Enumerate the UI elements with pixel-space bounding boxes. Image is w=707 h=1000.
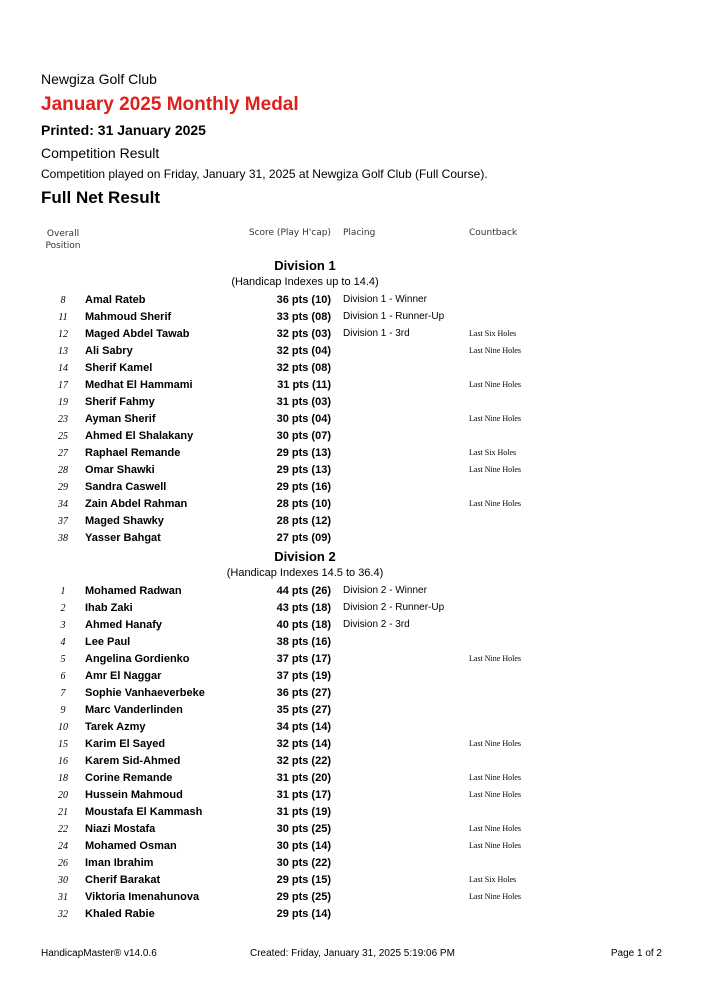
player-score: 32 pts (08)	[276, 362, 331, 374]
result-row	[0, 855, 707, 872]
result-row	[0, 496, 707, 513]
placing-label: Division 1 - Winner	[343, 294, 427, 305]
countback-label: Last Nine Holes	[469, 465, 521, 474]
club-name: Newgiza Golf Club	[41, 71, 157, 87]
player-name: Cherif Barakat	[85, 874, 161, 886]
countback-label: Last Nine Holes	[469, 654, 521, 663]
result-row	[0, 821, 707, 838]
player-name: Raphael Remande	[85, 447, 181, 459]
division-subtitle: (Handicap Indexes up to 14.4)	[231, 276, 379, 288]
placing-label: Division 2 - 3rd	[343, 619, 410, 630]
player-score: 43 pts (18)	[276, 602, 331, 614]
result-row	[0, 479, 707, 496]
result-row	[0, 702, 707, 719]
overall-position: 24	[58, 841, 68, 852]
overall-position: 7	[60, 688, 66, 699]
player-score: 30 pts (25)	[276, 823, 331, 835]
overall-position: 2	[60, 603, 66, 614]
player-name: Hussein Mahmoud	[85, 789, 183, 801]
result-row	[0, 513, 707, 530]
player-name: Zain Abdel Rahman	[85, 498, 188, 510]
overall-position: 28	[58, 465, 68, 476]
overall-position: 6	[60, 671, 66, 682]
result-row	[0, 906, 707, 923]
overall-position: 27	[58, 448, 68, 459]
result-row	[0, 634, 707, 651]
result-row	[0, 411, 707, 428]
overall-position: 3	[60, 620, 66, 631]
overall-position: 10	[58, 722, 68, 733]
player-score: 32 pts (22)	[276, 755, 331, 767]
player-score: 30 pts (14)	[276, 840, 331, 852]
result-row	[0, 804, 707, 821]
player-name: Amal Rateb	[85, 294, 146, 306]
player-name: Corine Remande	[85, 772, 173, 784]
result-row	[0, 326, 707, 343]
player-name: Sherif Kamel	[85, 362, 153, 374]
player-score: 34 pts (14)	[276, 721, 331, 733]
player-name: Yasser Bahgat	[85, 532, 161, 544]
competition-title: January 2025 Monthly Medal	[41, 94, 299, 115]
division-title: Division 2	[274, 549, 336, 564]
player-score: 29 pts (15)	[276, 874, 331, 886]
overall-position: 4	[60, 637, 66, 648]
countback-label: Last Nine Holes	[469, 892, 521, 901]
player-score: 40 pts (18)	[276, 619, 331, 631]
result-row	[0, 583, 707, 600]
player-score: 35 pts (27)	[276, 704, 331, 716]
result-row	[0, 787, 707, 804]
result-row	[0, 428, 707, 445]
player-score: 28 pts (12)	[276, 515, 331, 527]
result-row	[0, 462, 707, 479]
player-name: Niazi Mostafa	[85, 823, 156, 835]
player-score: 30 pts (04)	[276, 413, 331, 425]
overall-position: 23	[58, 414, 68, 425]
column-header-position-line1: Overall	[46, 229, 80, 239]
countback-label: Last Six Holes	[469, 329, 517, 338]
player-name: Sophie Vanhaeverbeke	[85, 687, 205, 699]
player-name: Moustafa El Kammash	[85, 806, 203, 818]
player-score: 31 pts (17)	[276, 789, 331, 801]
result-row	[0, 343, 707, 360]
division-title: Division 1	[274, 258, 336, 273]
overall-position: 29	[58, 482, 68, 493]
player-name: Angelina Gordienko	[85, 653, 190, 665]
result-row	[0, 889, 707, 906]
countback-label: Last Nine Holes	[469, 414, 521, 423]
overall-position: 12	[58, 329, 68, 340]
player-name: Maged Abdel Tawab	[85, 328, 190, 340]
player-name: Viktoria Imenahunova	[85, 891, 200, 903]
player-name: Medhat El Hammami	[85, 379, 193, 391]
overall-position: 1	[60, 586, 66, 597]
footer-software: HandicapMaster® v14.0.6	[41, 948, 157, 959]
player-name: Mahmoud Sherif	[85, 311, 172, 323]
player-score: 31 pts (20)	[276, 772, 331, 784]
placing-label: Division 1 - 3rd	[343, 328, 410, 339]
result-row	[0, 617, 707, 634]
countback-label: Last Nine Holes	[469, 346, 521, 355]
column-header-placing: Placing	[343, 228, 376, 238]
player-name: Iman Ibrahim	[85, 857, 154, 869]
player-score: 32 pts (14)	[276, 738, 331, 750]
countback-label: Last Six Holes	[469, 448, 517, 457]
overall-position: 13	[58, 346, 68, 357]
player-score: 31 pts (19)	[276, 806, 331, 818]
result-row	[0, 445, 707, 462]
player-name: Ahmed El Shalakany	[85, 430, 194, 442]
player-score: 33 pts (08)	[276, 311, 331, 323]
competition-description: Competition played on Friday, January 31, 2025 at Newgiza Golf Club (Full Course).	[41, 167, 488, 181]
overall-position: 19	[58, 397, 68, 408]
countback-label: Last Nine Holes	[469, 499, 521, 508]
overall-position: 9	[60, 705, 66, 716]
player-score: 27 pts (09)	[276, 532, 331, 544]
overall-position: 8	[60, 295, 66, 306]
overall-position: 22	[58, 824, 68, 835]
overall-position: 30	[58, 875, 68, 886]
countback-label: Last Nine Holes	[469, 841, 521, 850]
player-score: 36 pts (27)	[276, 687, 331, 699]
player-score: 28 pts (10)	[276, 498, 331, 510]
player-score: 32 pts (03)	[276, 328, 331, 340]
player-score: 31 pts (03)	[276, 396, 331, 408]
countback-label: Last Nine Holes	[469, 773, 521, 782]
player-name: Karem Sid-Ahmed	[85, 755, 181, 767]
result-row	[0, 838, 707, 855]
player-score: 32 pts (04)	[276, 345, 331, 357]
countback-label: Last Nine Holes	[469, 790, 521, 799]
player-name: Amr El Naggar	[85, 670, 162, 682]
overall-position: 32	[58, 909, 68, 920]
overall-position: 14	[58, 363, 68, 374]
overall-position: 11	[58, 312, 68, 323]
countback-label: Last Six Holes	[469, 875, 517, 884]
player-score: 38 pts (16)	[276, 636, 331, 648]
overall-position: 34	[58, 499, 68, 510]
result-row	[0, 377, 707, 394]
footer-page-number: Page 1 of 2	[610, 948, 662, 959]
result-row	[0, 530, 707, 547]
player-score: 29 pts (25)	[276, 891, 331, 903]
result-row	[0, 292, 707, 309]
footer-created: Created: Friday, January 31, 2025 5:19:06 PM	[250, 948, 455, 959]
result-row	[0, 736, 707, 753]
player-name: Ali Sabry	[85, 345, 133, 357]
player-name: Marc Vanderlinden	[85, 704, 183, 716]
overall-position: 15	[58, 739, 68, 750]
placing-label: Division 1 - Runner-Up	[343, 311, 445, 322]
result-row	[0, 685, 707, 702]
results-list	[0, 256, 707, 923]
player-score: 29 pts (14)	[276, 908, 331, 920]
player-name: Lee Paul	[85, 636, 131, 648]
overall-position: 16	[58, 756, 68, 767]
player-score: 29 pts (16)	[276, 481, 331, 493]
column-header-score: Score (Play H'cap)	[248, 228, 331, 238]
player-name: Ihab Zaki	[85, 602, 133, 614]
overall-position: 31	[58, 892, 68, 903]
result-row	[0, 360, 707, 377]
placing-label: Division 2 - Winner	[343, 585, 427, 596]
section-label: Competition Result	[41, 145, 160, 161]
countback-label: Last Nine Holes	[469, 380, 521, 389]
result-row	[0, 719, 707, 736]
division-section	[0, 547, 707, 923]
countback-label: Last Nine Holes	[469, 824, 521, 833]
column-header-countback: Countback	[469, 228, 518, 238]
player-score: 29 pts (13)	[276, 447, 331, 459]
result-row	[0, 394, 707, 411]
division-subtitle: (Handicap Indexes 14.5 to 36.4)	[226, 567, 384, 579]
overall-position: 21	[58, 807, 68, 818]
player-score: 37 pts (19)	[276, 670, 331, 682]
column-header-position-line2: Position	[45, 241, 81, 251]
player-name: Ahmed Hanafy	[85, 619, 163, 631]
result-row	[0, 651, 707, 668]
player-score: 44 pts (26)	[276, 585, 331, 597]
overall-position: 18	[58, 773, 68, 784]
player-score: 37 pts (17)	[276, 653, 331, 665]
player-name: Ayman Sherif	[85, 413, 156, 425]
result-type-heading: Full Net Result	[41, 188, 161, 207]
result-row	[0, 600, 707, 617]
result-row	[0, 309, 707, 326]
result-row	[0, 770, 707, 787]
overall-position: 25	[58, 431, 68, 442]
placing-label: Division 2 - Runner-Up	[343, 602, 445, 613]
overall-position: 38	[58, 533, 68, 544]
player-name: Mohamed Radwan	[85, 585, 182, 597]
result-row	[0, 753, 707, 770]
player-name: Karim El Sayed	[85, 738, 166, 750]
overall-position: 17	[58, 380, 68, 391]
player-score: 30 pts (22)	[276, 857, 331, 869]
overall-position: 5	[60, 654, 66, 665]
player-score: 30 pts (07)	[276, 430, 331, 442]
player-name: Tarek Azmy	[85, 721, 146, 733]
countback-label: Last Nine Holes	[469, 739, 521, 748]
player-name: Mohamed Osman	[85, 840, 177, 852]
overall-position: 26	[58, 858, 68, 869]
player-name: Omar Shawki	[85, 464, 155, 476]
player-name: Maged Shawky	[85, 515, 164, 527]
player-score: 31 pts (11)	[277, 379, 331, 391]
printed-date: Printed: 31 January 2025	[41, 122, 206, 138]
division-section	[0, 256, 707, 547]
result-row	[0, 872, 707, 889]
column-header-position	[45, 228, 81, 252]
player-name: Khaled Rabie	[85, 908, 155, 920]
player-name: Sherif Fahmy	[85, 396, 155, 408]
overall-position: 37	[58, 516, 68, 527]
result-row	[0, 668, 707, 685]
overall-position: 20	[58, 790, 68, 801]
player-score: 29 pts (13)	[276, 464, 331, 476]
player-score: 36 pts (10)	[276, 294, 331, 306]
player-name: Sandra Caswell	[85, 481, 167, 493]
